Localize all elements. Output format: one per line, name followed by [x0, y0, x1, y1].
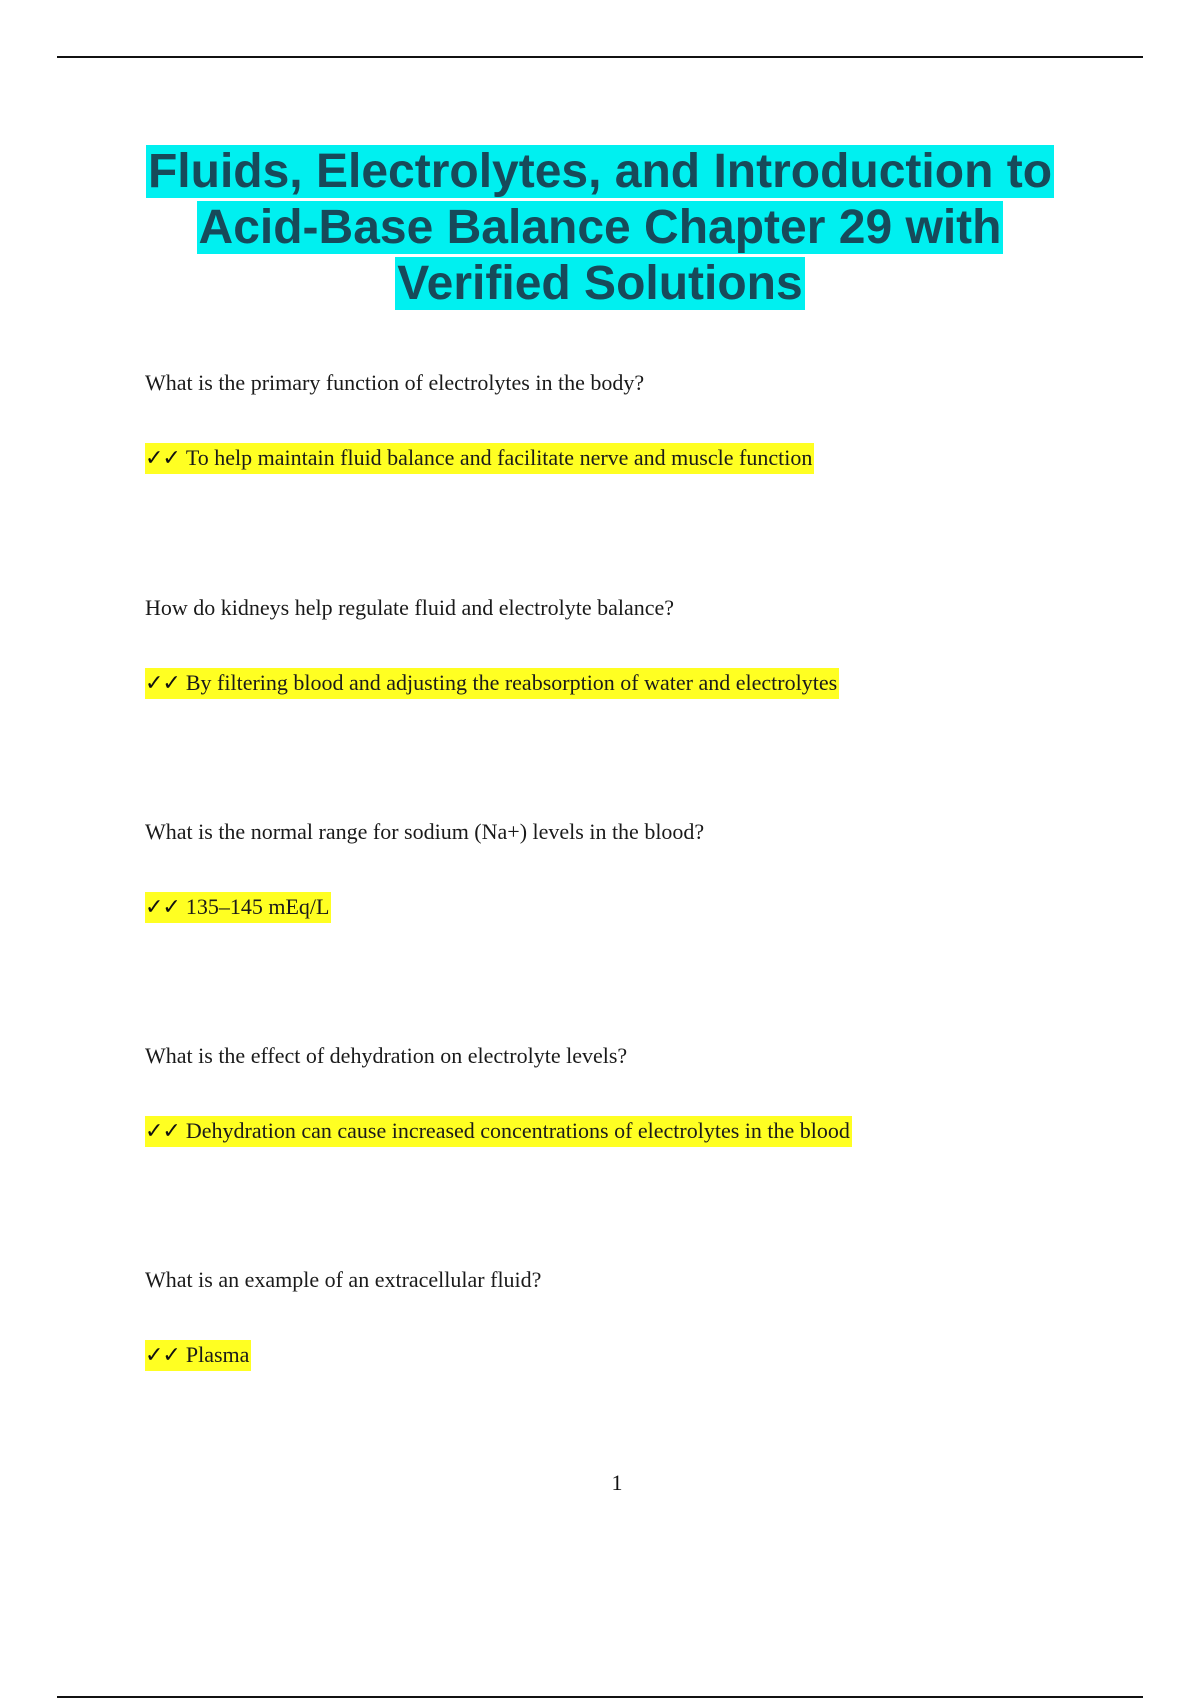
question-1: What is the primary function of electrolytes in the body? — [145, 370, 645, 395]
double-check-icon: ✓✓ — [145, 671, 180, 696]
answer-3 — [145, 892, 331, 923]
answer-4-text: Dehydration can cause increased concentrations of electrolytes in the blood — [185, 1118, 850, 1143]
question-2: How do kidneys help regulate fluid and electrolyte balance? — [145, 595, 675, 620]
page-number: 1 — [611, 1470, 623, 1495]
footer-rule — [57, 1696, 1143, 1698]
title-line-3: Verified Solutions — [397, 257, 803, 310]
answer-1-text: To help maintain fluid balance and facilitate nerve and muscle function — [185, 445, 813, 470]
answer-4 — [145, 1116, 852, 1147]
answer-1 — [145, 443, 814, 474]
answer-2 — [145, 668, 839, 699]
question-4: What is the effect of dehydration on electrolyte levels? — [145, 1043, 628, 1068]
title-line-2: Acid-Base Balance Chapter 29 with — [198, 201, 1002, 254]
double-check-icon: ✓✓ — [145, 895, 180, 920]
answer-3-text: 135–145 mEq/L — [185, 894, 330, 919]
header-rule — [57, 56, 1143, 58]
question-3: What is the normal range for sodium (Na+) levels in the blood? — [145, 819, 705, 844]
double-check-icon: ✓✓ — [145, 446, 180, 471]
title-line-1: Fluids, Electrolytes, and Introduction to — [147, 145, 1053, 198]
document-title — [100, 144, 1100, 312]
double-check-icon: ✓✓ — [145, 1119, 180, 1144]
question-5: What is an example of an extracellular fluid? — [145, 1267, 542, 1292]
double-check-icon: ✓✓ — [145, 1343, 180, 1368]
answer-2-text: By filtering blood and adjusting the reabsorption of water and electrolytes — [185, 670, 838, 695]
answer-5-text: Plasma — [185, 1342, 250, 1367]
answer-5 — [145, 1340, 251, 1371]
